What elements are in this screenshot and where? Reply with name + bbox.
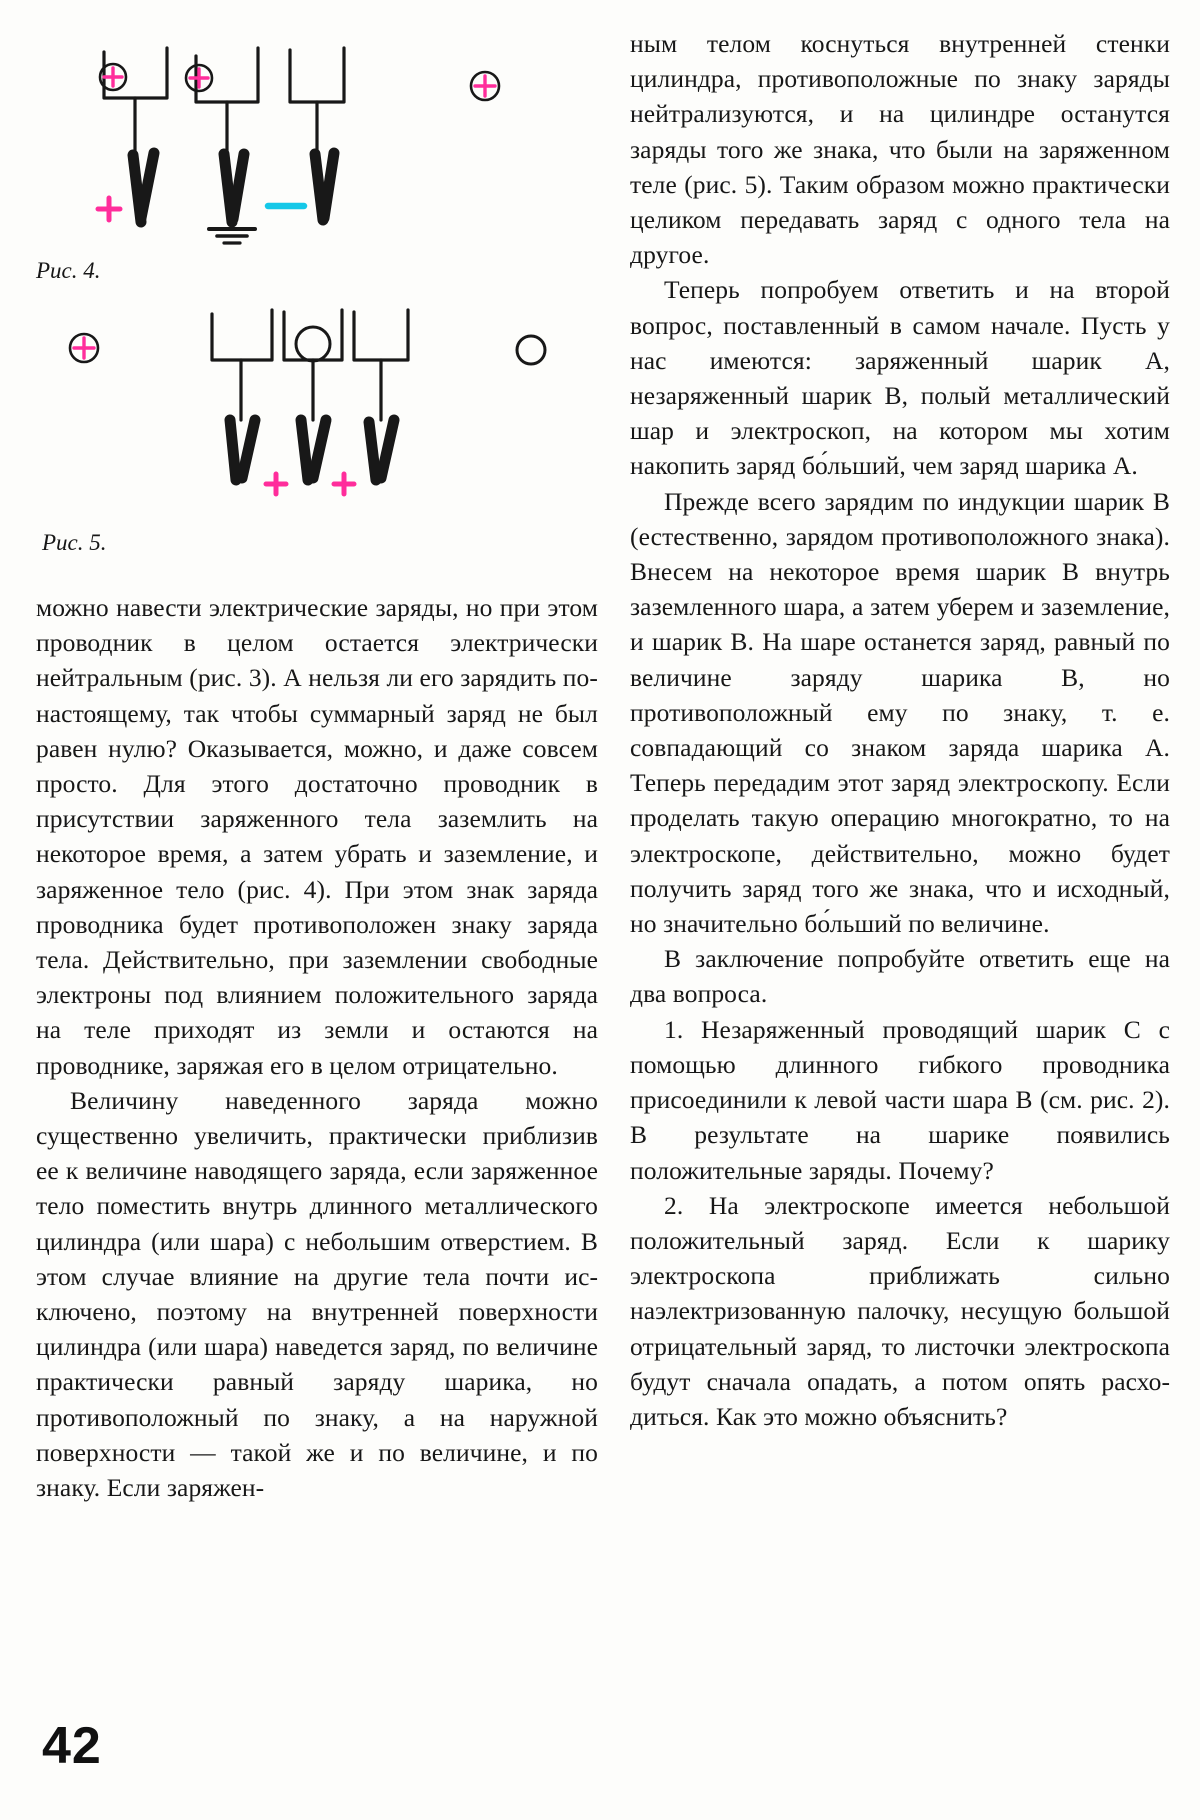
figure-5 — [36, 298, 598, 555]
charge-plus-icon — [98, 198, 120, 220]
paragraph: Теперь попробуем ответить и на второй вопрос, поставленный в самом начале. Пусть у нас имеются: заряженный шарик A, незаряженный шарик B, полый металлический шар и электроскоп, на котором мы хотим накопить заряд бо́льший, чем заряд шарика A. — [630, 275, 1170, 481]
charge-plus-icon — [186, 65, 212, 91]
charge-plus-icon — [70, 334, 98, 362]
paragraph: Прежде всего зарядим по индукции шарик B (естественно, зарядом противоположного знака). Внесем на некоторое время шарик B внутрь заземленного шара, а затем уберем и заземление, и шарик B. На шаре останется заряд, равный по величине заряду шарика B, но противоположный ему по знаку, т. е. совпадающий со знаком заряда шарика A. Теперь передадим этот заряд электроскопу. Если проделать такую операцию многократно, то на электроскопе, действительно, можно будет получить заряд того же знака, что и исходный, но значительно бо́льший по величине. — [630, 486, 1170, 939]
paragraph: 1. Незаряженный проводящий шарик C с помощью длинного гибкого проводника присоединили к левой части шара B (см. рис. 2). В результате на шарике появились положительные заряды. Почему? — [630, 1014, 1170, 1185]
figure-5-caption: Рис. 5. — [42, 530, 107, 555]
figure-4 — [36, 22, 598, 283]
paragraph: В заключение попробуйте ответить еще на два вопроса. — [630, 944, 1170, 1009]
neutral-ball-icon — [517, 336, 545, 364]
paragraph: можно навести электрические заряды, но при этом проводник в целом остается электрически нейтральным (рис. 3). А нельзя ли его зарядить по-настоящему, так чтобы суммарный заряд не был равен нулю? Оказывается, можно, и даже совсем просто. Для этого достаточно проводник в присутствии заряженного тела заземлить на некоторое время, а затем убрать и заземление, и заряженное тело (рис. 4). При этом знак заряда проводника будет противоположен знаку заряда тела. Действительно, при заземлении свободные электроны под влиянием положительного заряда на теле приходят из земли и остаются на проводнике, заряжая его в целом отрицательно. — [36, 593, 598, 1080]
paragraph: ным телом коснуться внутренней стенки цилиндра, противоположные по знаку заряды нейтрализуются, и на цилиндре останутся заряды того же знака, что были на заряженном теле (рис. 5). Таким образом можно практически целиком передавать заряд с одного тела на другое. — [630, 29, 1170, 270]
charge-plus-icon — [334, 474, 354, 494]
charge-plus-icon — [100, 64, 126, 90]
figure-5-drawing — [36, 298, 598, 528]
left-column — [36, 22, 598, 1505]
right-column — [630, 26, 1170, 1434]
charge-plus-icon — [471, 72, 499, 100]
charge-plus-icon — [266, 474, 286, 494]
paragraph: Величину наведенного заряда можно существенно увеличить, практически приблизив ее к величине наводящего заряда, если заряженное тело поместить внутрь длинного металлического цилиндра (или шара) с небольшим отверстием. В этом случае влияние на другие тела почти исключено, поэтому на внутренней поверхности цилиндра (или шара) наведется заряд, по величине практически равный заряду шарика, но противоположный по знаку, а на наружной поверхности — такой же и по величине, и по знаку. Если заряжен- — [36, 1085, 598, 1503]
left-column-text — [36, 590, 598, 1505]
figure-4-drawing — [36, 22, 598, 254]
paragraph: 2. На электроскопе имеется небольшой положительный заряд. Если к шарику электроскопа приближать сильно наэлектризованную палочку, несущую большой отрицательный заряд, то листочки электроскопа будут сначала опадать, а потом опять расходиться. Как это можно объяснить? — [630, 1190, 1170, 1431]
page-number: 42 — [42, 1717, 102, 1775]
figure-4-caption: Рис. 4. — [36, 258, 101, 283]
